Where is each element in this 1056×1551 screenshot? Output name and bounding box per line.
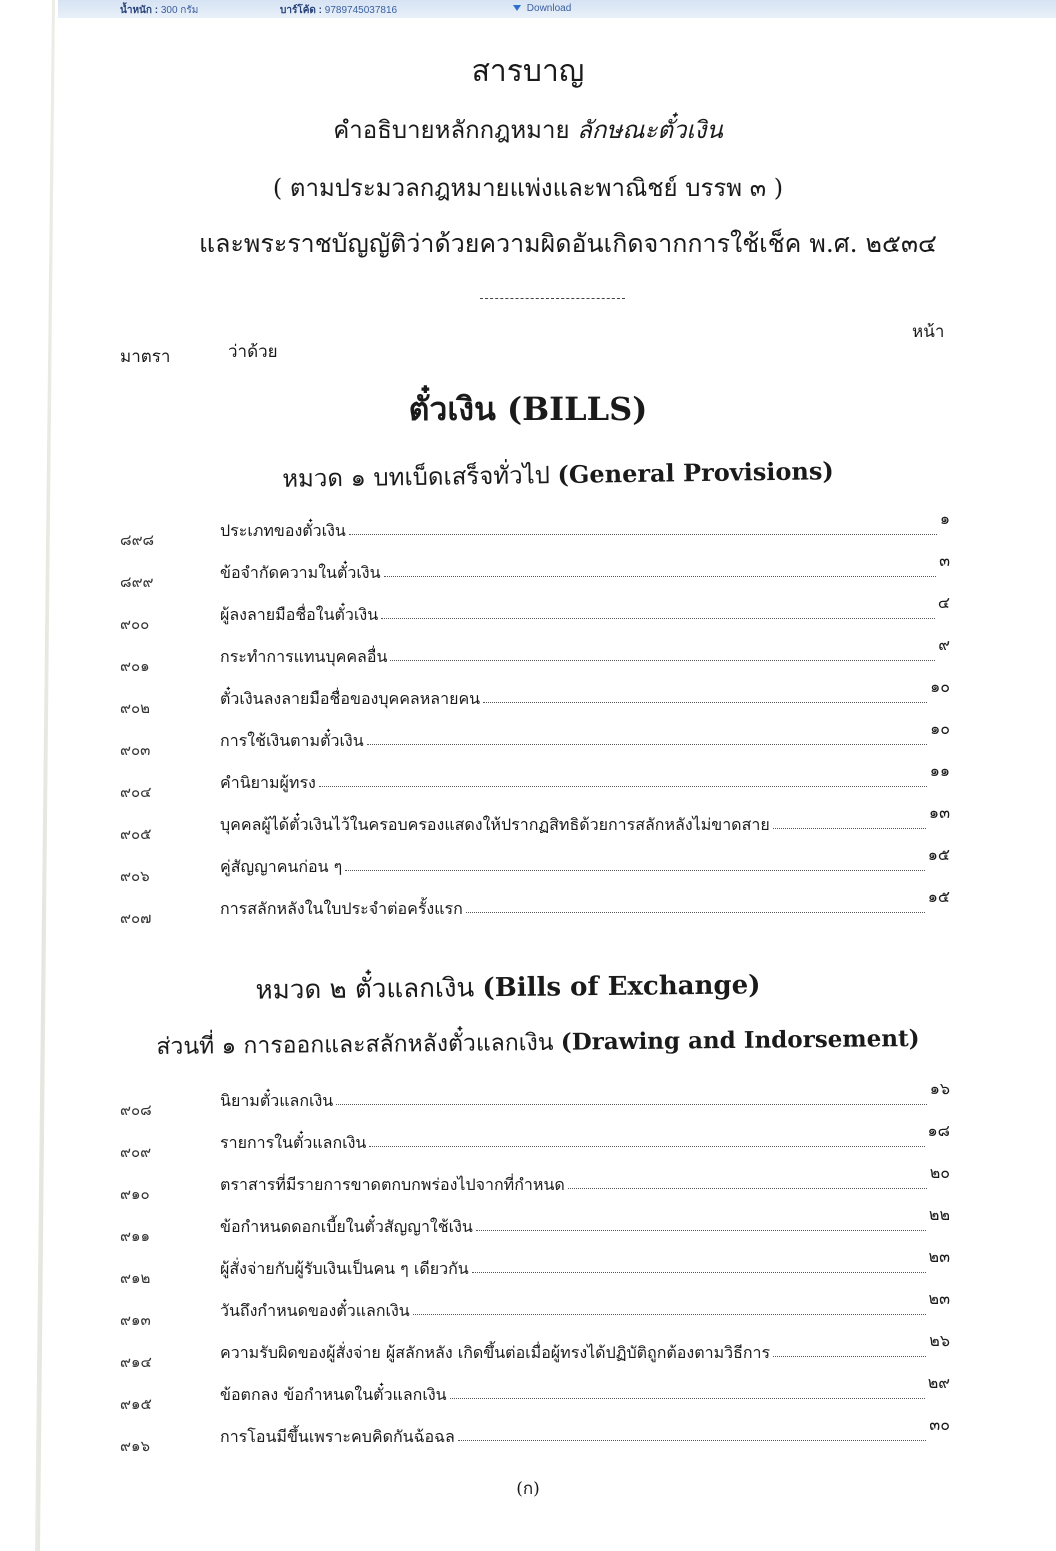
toc-entry[interactable] [120, 845, 950, 885]
chapter-1-heading: หมวด ๑ บทเบ็ดเสร็จทั่วไป (General Provisions) [282, 456, 834, 493]
dot-leader [349, 534, 937, 535]
entry-topic: คู่สัญญาคนก่อน ๆ [220, 857, 343, 876]
entry-topic: รายการในตั๋วแลกเงิน [220, 1133, 367, 1152]
section-number: ๙๑๒ [120, 1269, 151, 1287]
dot-leader [472, 1272, 926, 1273]
section-number: ๙๑๐ [120, 1185, 150, 1203]
dot-leader [568, 1188, 927, 1189]
entry-topic: ข้อจำกัดความในตั๋วเงิน [220, 563, 381, 582]
section-number: ๙๑๔ [120, 1353, 152, 1371]
entry-topic: การสลักหลังในใบประจำต่อครั้งแรก [220, 899, 463, 918]
dot-leader [384, 576, 937, 577]
page-ref: ๑๖ [929, 1079, 950, 1098]
dot-leader [367, 744, 927, 745]
page-ref: ๙ [938, 635, 950, 654]
part-heading: ตั๋วเงิน (BILLS) [408, 390, 648, 428]
chapter-2-heading: หมวด ๒ ตั๋วแลกเงิน (Bills of Exchange) [255, 970, 761, 1006]
dot-leader [773, 828, 926, 829]
section-number: ๙๐๘ [120, 1101, 152, 1119]
entry-topic: ตราสารที่มีรายการขาดตกบกพร่องไปจากที่กำหนด [220, 1175, 565, 1194]
dot-leader [413, 1314, 926, 1315]
section-number: ๘๙๙ [120, 573, 154, 591]
page-number: (ก) [516, 1479, 540, 1499]
download-link[interactable]: Download [513, 3, 571, 14]
dot-leader [450, 1398, 925, 1399]
toc-entry[interactable] [120, 677, 950, 717]
page-ref: ๔ [937, 593, 950, 612]
chapter-2-part-1-heading: ส่วนที่ ๑ การออกและสลักหลังตั๋วแลกเงิน (Drawing and Indorsement) [156, 1025, 920, 1060]
entry-topic: ข้อตกลง ข้อกำหนดในตั๋วแลกเงิน [220, 1385, 447, 1404]
toc-entry[interactable] [120, 509, 950, 549]
entry-topic: ความรับผิดของผู้สั่งจ่าย ผู้สลักหลัง เกิดขึ้นต่อเมื่อผู้ทรงได้ปฏิบัติถูกต้องตามวิธีการ [220, 1343, 771, 1362]
section-number: ๙๑๑ [120, 1227, 151, 1245]
dot-leader [476, 1230, 926, 1231]
page-ref: ๒๓ [928, 1247, 950, 1266]
entry-topic: นิยามตั๋วแลกเงิน [220, 1091, 334, 1110]
divider [480, 298, 625, 299]
toc-entry[interactable] [120, 1289, 950, 1329]
toc-entry[interactable] [120, 1331, 950, 1371]
section-number: ๙๐๓ [120, 741, 151, 759]
page-ref: ๑๘ [927, 1121, 950, 1140]
entry-topic: ผู้ลงลายมือชื่อในตั๋วเงิน [220, 605, 379, 624]
entry-topic: ข้อกำหนดดอกเบี้ยในตั๋วสัญญาใช้เงิน [220, 1217, 473, 1236]
section-number: ๙๐๗ [120, 909, 152, 927]
dot-leader [483, 702, 927, 703]
dot-leader [773, 1356, 926, 1357]
section-number: ๙๐๒ [120, 699, 151, 717]
section-number: ๙๑๕ [120, 1395, 152, 1413]
section-number: ๙๐๔ [120, 783, 152, 801]
column-header-page: หน้า [912, 322, 945, 342]
section-number: ๙๐๐ [120, 615, 150, 633]
entry-topic: ผู้สั่งจ่ายกับผู้รับเงินเป็นคน ๆ เดียวกัน [220, 1259, 469, 1278]
column-header-topic: ว่าด้วย [228, 342, 278, 362]
page-ref: ๑๑ [929, 761, 950, 780]
page-ref: ๒๖ [929, 1331, 950, 1350]
document-title: สารบาญ [471, 54, 585, 89]
page-ref: ๑๐ [930, 719, 950, 738]
toc-entry[interactable] [120, 719, 950, 759]
dot-leader [345, 870, 924, 871]
entry-topic: วันถึงกำหนดของตั๋วแลกเงิน [220, 1301, 410, 1320]
dot-leader [466, 912, 925, 913]
document-subtitle-code: ( ตามประมวลกฎหมายแพ่งและพาณิชย์ บรรพ ๓ ) [272, 174, 784, 202]
entry-topic: การใช้เงินตามตั๋วเงิน [220, 731, 364, 750]
page-ref: ๒๙ [927, 1373, 950, 1392]
section-number: ๙๑๖ [120, 1437, 151, 1455]
page-ref: ๒๓ [928, 1289, 950, 1308]
toc-entry[interactable] [120, 887, 950, 927]
dot-leader [381, 618, 935, 619]
toc-entry[interactable] [120, 1121, 950, 1161]
barcode-info: บาร์โค้ด : 9789745037816 [280, 5, 398, 16]
section-number: ๙๐๕ [120, 825, 152, 843]
column-header-section: มาตรา [120, 347, 171, 367]
toc-entry[interactable] [120, 1205, 950, 1245]
page-ref: ๒๐ [929, 1163, 950, 1182]
section-number: ๙๐๙ [120, 1143, 152, 1161]
entry-topic: คำนิยามผู้ทรง [220, 773, 316, 792]
dot-leader [336, 1104, 926, 1105]
entry-topic: ตั๋วเงินลงลายมือชื่อของบุคคลหลายคน [220, 689, 481, 708]
dot-leader [390, 660, 935, 661]
toc-entry[interactable] [120, 1079, 950, 1119]
toc-entry[interactable] [120, 551, 950, 591]
weight-info: น้ำหนัก : 300 กรัม [120, 5, 199, 16]
page-ref: ๒๒ [928, 1205, 950, 1224]
dot-leader [369, 1146, 924, 1147]
section-number: ๙๐๖ [120, 867, 150, 885]
dot-leader [319, 786, 927, 787]
toc-entry[interactable] [120, 1163, 950, 1203]
dot-leader [458, 1440, 926, 1441]
toc-entry[interactable] [120, 593, 950, 633]
toc-entry[interactable] [120, 1247, 950, 1287]
entry-topic: กระทำการแทนบุคคลอื่น [220, 647, 388, 666]
entry-topic: บุคคลผู้ได้ตั๋วเงินไว้ในครอบครองแสดงให้ปรากฏสิทธิด้วยการสลักหลังไม่ขาดสาย [220, 815, 770, 834]
entry-topic: การโอนมีขึ้นเพราะคบคิดกันฉ้อฉล [220, 1427, 455, 1446]
toc-entry[interactable] [120, 1373, 950, 1413]
page-ref: ๑๐ [930, 677, 950, 696]
page-ref: ๑ [939, 509, 950, 528]
toc-entry[interactable] [120, 803, 950, 843]
entry-topic: ประเภทของตั๋วเงิน [220, 521, 346, 540]
section-number: ๘๙๘ [120, 531, 155, 549]
section-number: ๙๑๓ [120, 1311, 151, 1329]
download-icon [513, 5, 521, 11]
page-ref: ๑๕ [927, 887, 950, 906]
page-ref: ๓๐ [929, 1415, 950, 1434]
toc-entry[interactable] [120, 761, 950, 801]
page-ref: ๑๕ [927, 845, 950, 864]
section-number: ๙๐๑ [120, 657, 150, 675]
toc-entry[interactable] [120, 1415, 950, 1455]
page-ref: ๓ [939, 551, 950, 570]
page-ref: ๑๓ [928, 803, 950, 822]
document-subtitle-act: และพระราชบัญญัติว่าด้วยความผิดอันเกิดจากการใช้เช็ค พ.ศ. ๒๕๓๔ [199, 229, 937, 258]
document-subtitle: คำอธิบายหลักกฎหมาย ลักษณะตั๋วเงิน [333, 116, 723, 144]
toc-entry[interactable] [120, 635, 950, 675]
web-info-bar [58, 0, 1056, 18]
